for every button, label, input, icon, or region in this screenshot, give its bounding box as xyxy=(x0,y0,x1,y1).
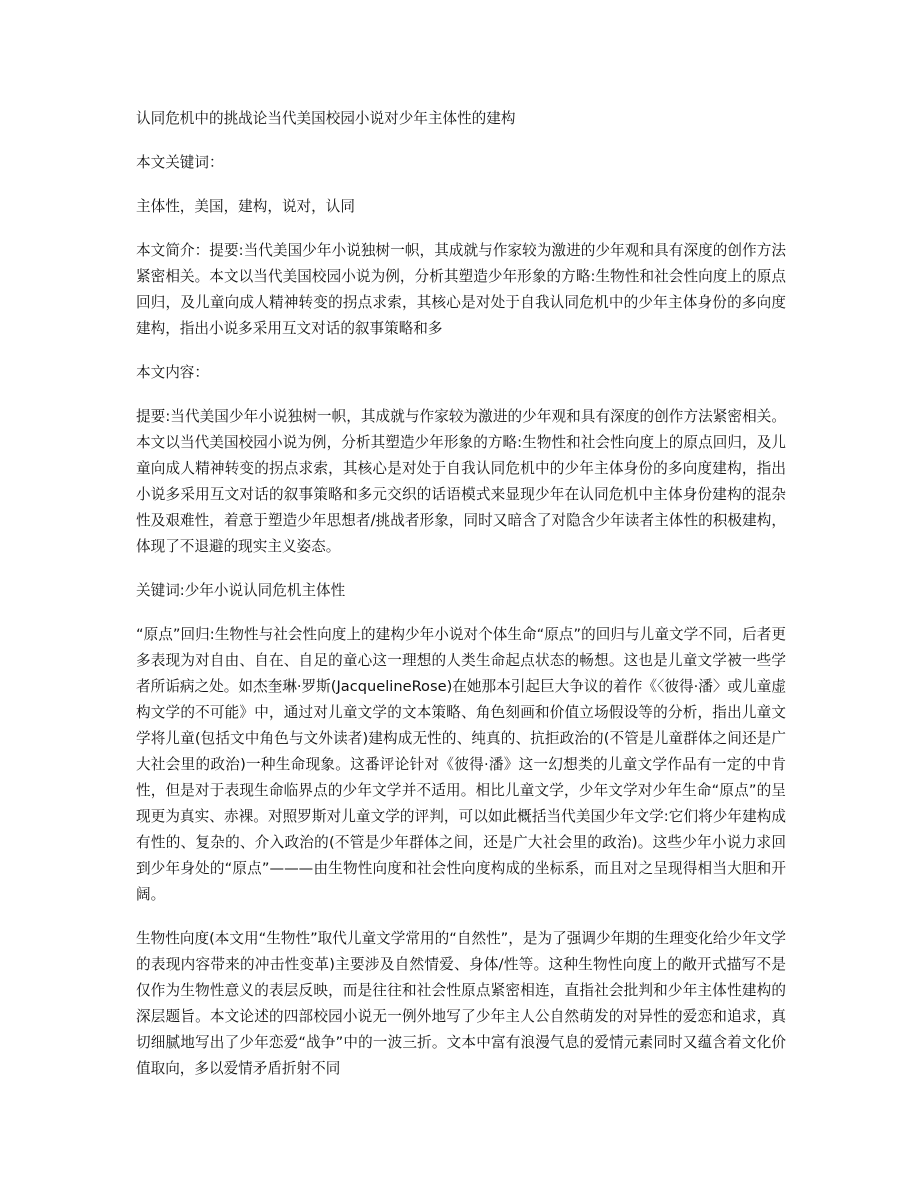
keywords-line: 关键词:少年小说认同危机主体性 xyxy=(136,582,346,599)
keywords-label: 本文关键词： xyxy=(136,154,224,171)
document-page xyxy=(136,106,786,1100)
document-title: 认同危机中的挑战论当代美国校园小说对少年主体性的建构 xyxy=(136,110,516,127)
content-label: 本文内容： xyxy=(136,364,209,381)
body-paragraph-1: “原点”回归:生物性与社会性向度上的建构少年小说对个体生命“原点”的回归与儿童文学不同，后者更多表现为对自由、自在、自足的童心这一理想的人类生命起点状态的畅想。这也是儿童文学被一些学者所诟病之处。如杰奎琳·罗斯(JacquelineRose)在她那本引起巨大争议的着作《〈彼得·潘〉或儿童虚构文学的不可能》中，通过对儿童文学的文本策略、角色刻画和价值立场假设等的分析，指出儿童文学将儿童(包括文中角色与文外读者)建构成无性的、纯真的、抗拒政治的(不管是儿童群体之间还是广大社会里的政治)一种生命现象。这番评论针对《彼得·潘》这一幻想类的儿童文学作品有一定的中肯性，但是对于表现生命临界点的少年文学并不适用。相比儿童文学，少年文学对少年生命“原点”的呈现更为真实、赤裸。对照罗斯对儿童文学的评判，可以如此概括当代美国少年文学:它们将少年建构成有性的、复杂的、介入政治的(不管是少年群体之间，还是广大社会里的政治)。这些少年小说力求回到少年身处的“原点”———由生物性向度和社会性向度构成的坐标系，而且对之呈现得相当大胆和开阔。 xyxy=(136,626,786,903)
body-paragraph-2: 生物性向度(本文用“生物性”取代儿童文学常用的“自然性”，是为了强调少年期的生理变化给少年文学的表现内容带来的冲击性变革)主要涉及自然情爱、身体/性等。这种生物性向度上的敞开式描写不是仅作为生物性意义的表层反映，而是往往和社会性原点紧密相连，直指社会批判和少年主体性建构的深层题旨。本文论述的四部校园小说无一例外地写了少年主人公自然萌发的对异性的爱恋和追求，真切细腻地写出了少年恋爱“战争”中的一波三折。文本中富有浪漫气息的爱情元素同时又蕴含着文化价值取向，多以爱情矛盾折射不同 xyxy=(136,930,786,1077)
summary-paragraph: 本文简介：提要:当代美国少年小说独树一帜，其成就与作家较为激进的少年观和具有深度的创作方法紧密相关。本文以当代美国校园小说为例，分析其塑造少年形象的方略:生物性和社会性向度上的原点回归，及儿童向成人精神转变的拐点求索，其核心是对处于自我认同危机中的少年主体身份的多向度建构，指出小说多采用互文对话的叙事策略和多 xyxy=(136,242,786,337)
content-abstract-paragraph: 提要:当代美国少年小说独树一帜，其成就与作家较为激进的少年观和具有深度的创作方法紧密相关。本文以当代美国校园小说为例，分析其塑造少年形象的方略:生物性和社会性向度上的原点回归，及儿童向成人精神转变的拐点求索，其核心是对处于自我认同危机中的少年主体身份的多向度建构，指出小说多采用互文对话的叙事策略和多元交织的话语模式来显现少年在认同危机中主体身份建构的混杂性及艰难性，着意于塑造少年思想者/挑战者形象，同时又暗含了对隐含少年读者主体性的积极建构，体现了不退避的现实主义姿态。 xyxy=(136,408,786,555)
keywords-values: 主体性，美国，建构，说对，认同 xyxy=(136,198,355,215)
